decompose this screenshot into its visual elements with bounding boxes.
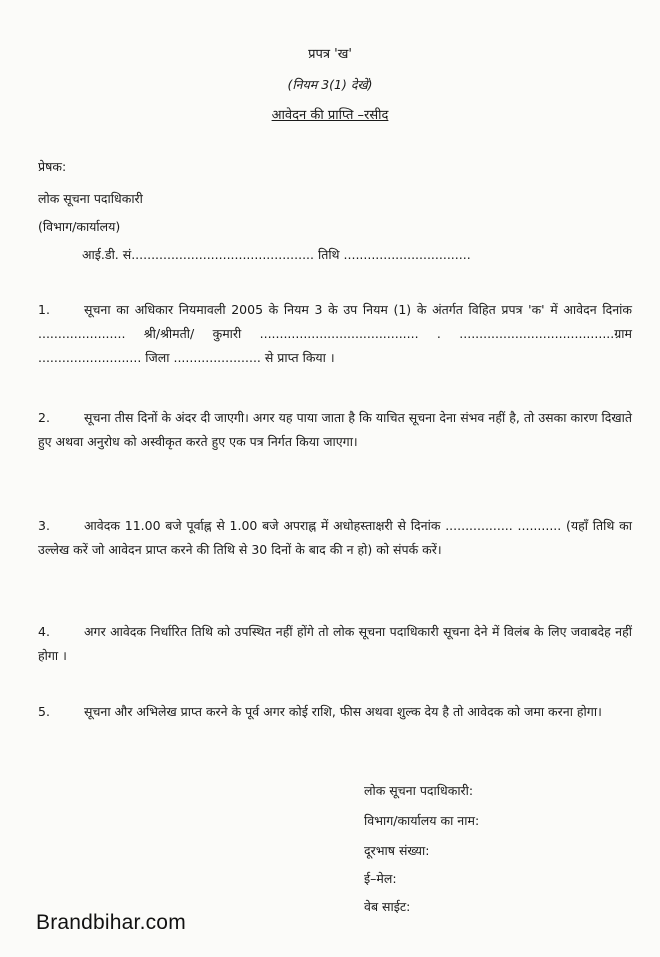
form-title: प्रपत्र 'ख' bbox=[308, 47, 352, 62]
paragraph-5 bbox=[38, 700, 632, 724]
paragraph-3 bbox=[38, 514, 632, 562]
paragraph-2 bbox=[38, 406, 632, 454]
paragraph-number: 3. bbox=[38, 518, 50, 533]
paragraph-number: 1. bbox=[38, 302, 50, 317]
signature-phone: दूरभाष संख्या: bbox=[364, 843, 430, 858]
sender-label: प्रेषक: bbox=[38, 159, 67, 174]
signature-email: ई–मेल: bbox=[364, 871, 397, 886]
paragraph-text: सूचना और अभिलेख प्राप्त करने के पूर्व अगर कोई राशि, फीस अथवा शुल्क देय है तो आवेदक को जमा करना होगा। bbox=[84, 704, 602, 719]
paragraph-4 bbox=[38, 620, 632, 668]
sender-department: (विभाग/कार्यालय) bbox=[38, 219, 121, 234]
paragraph-number: 4. bbox=[38, 624, 50, 639]
paragraph-text: सूचना का अधिकार नियमावली 2005 के नियम 3 के उप नियम (1) के अंतर्गत विहित प्रपत्र 'क' में आवेदन दिनांक ...................... श्री/श्रीमती/ कुमारी ........................................ . .......................................ग्राम .......................... जिला ...................... से प्राप्त किया । bbox=[38, 302, 632, 365]
brand-watermark: Brandbihar.com bbox=[36, 911, 186, 934]
signature-website: वेब साईट: bbox=[364, 899, 411, 914]
paragraph-1 bbox=[38, 298, 632, 370]
paragraph-number: 5. bbox=[38, 704, 50, 719]
form-heading: आवेदन की प्राप्ति –रसीद bbox=[271, 108, 389, 123]
paragraph-text: सूचना तीस दिनों के अंदर दी जाएगी। अगर यह पाया जाता है कि याचित सूचना देना संभव नहीं है, तो उसका कारण दिखाते हुए अथवा अनुरोध को अस्वीकृत करते हुए एक पत्र निर्गत किया जाएगा। bbox=[38, 410, 632, 449]
sender-id-date-line: आई.डी. सं.............................................. तिथि ................................ bbox=[82, 247, 471, 262]
signature-officer: लोक सूचना पदाधिकारी: bbox=[364, 783, 474, 798]
sender-officer: लोक सूचना पदाधिकारी bbox=[38, 191, 143, 206]
signature-department: विभाग/कार्यालय का नाम: bbox=[364, 813, 480, 828]
paragraph-number: 2. bbox=[38, 410, 50, 425]
paragraph-text: आवेदक 11.00 बजे पूर्वाह्न से 1.00 बजे अपराह्न में अधोहस्ताक्षरी से दिनांक ................. ........... (यहाँ तिथि का उल्लेख करें जो आवेदन प्राप्त करने की तिथि से 30 दिनों के बाद की न हो) को संपर्क करें। bbox=[38, 518, 632, 557]
paragraph-text: अगर आवेदक निर्धारित तिथि को उपस्थित नहीं होंगे तो लोक सूचना पदाधिकारी सूचना देने में विलंब के लिए जवाबदेह नहीं होगा । bbox=[38, 624, 632, 663]
form-rule-reference: (नियम 3(1) देखें) bbox=[287, 77, 373, 92]
